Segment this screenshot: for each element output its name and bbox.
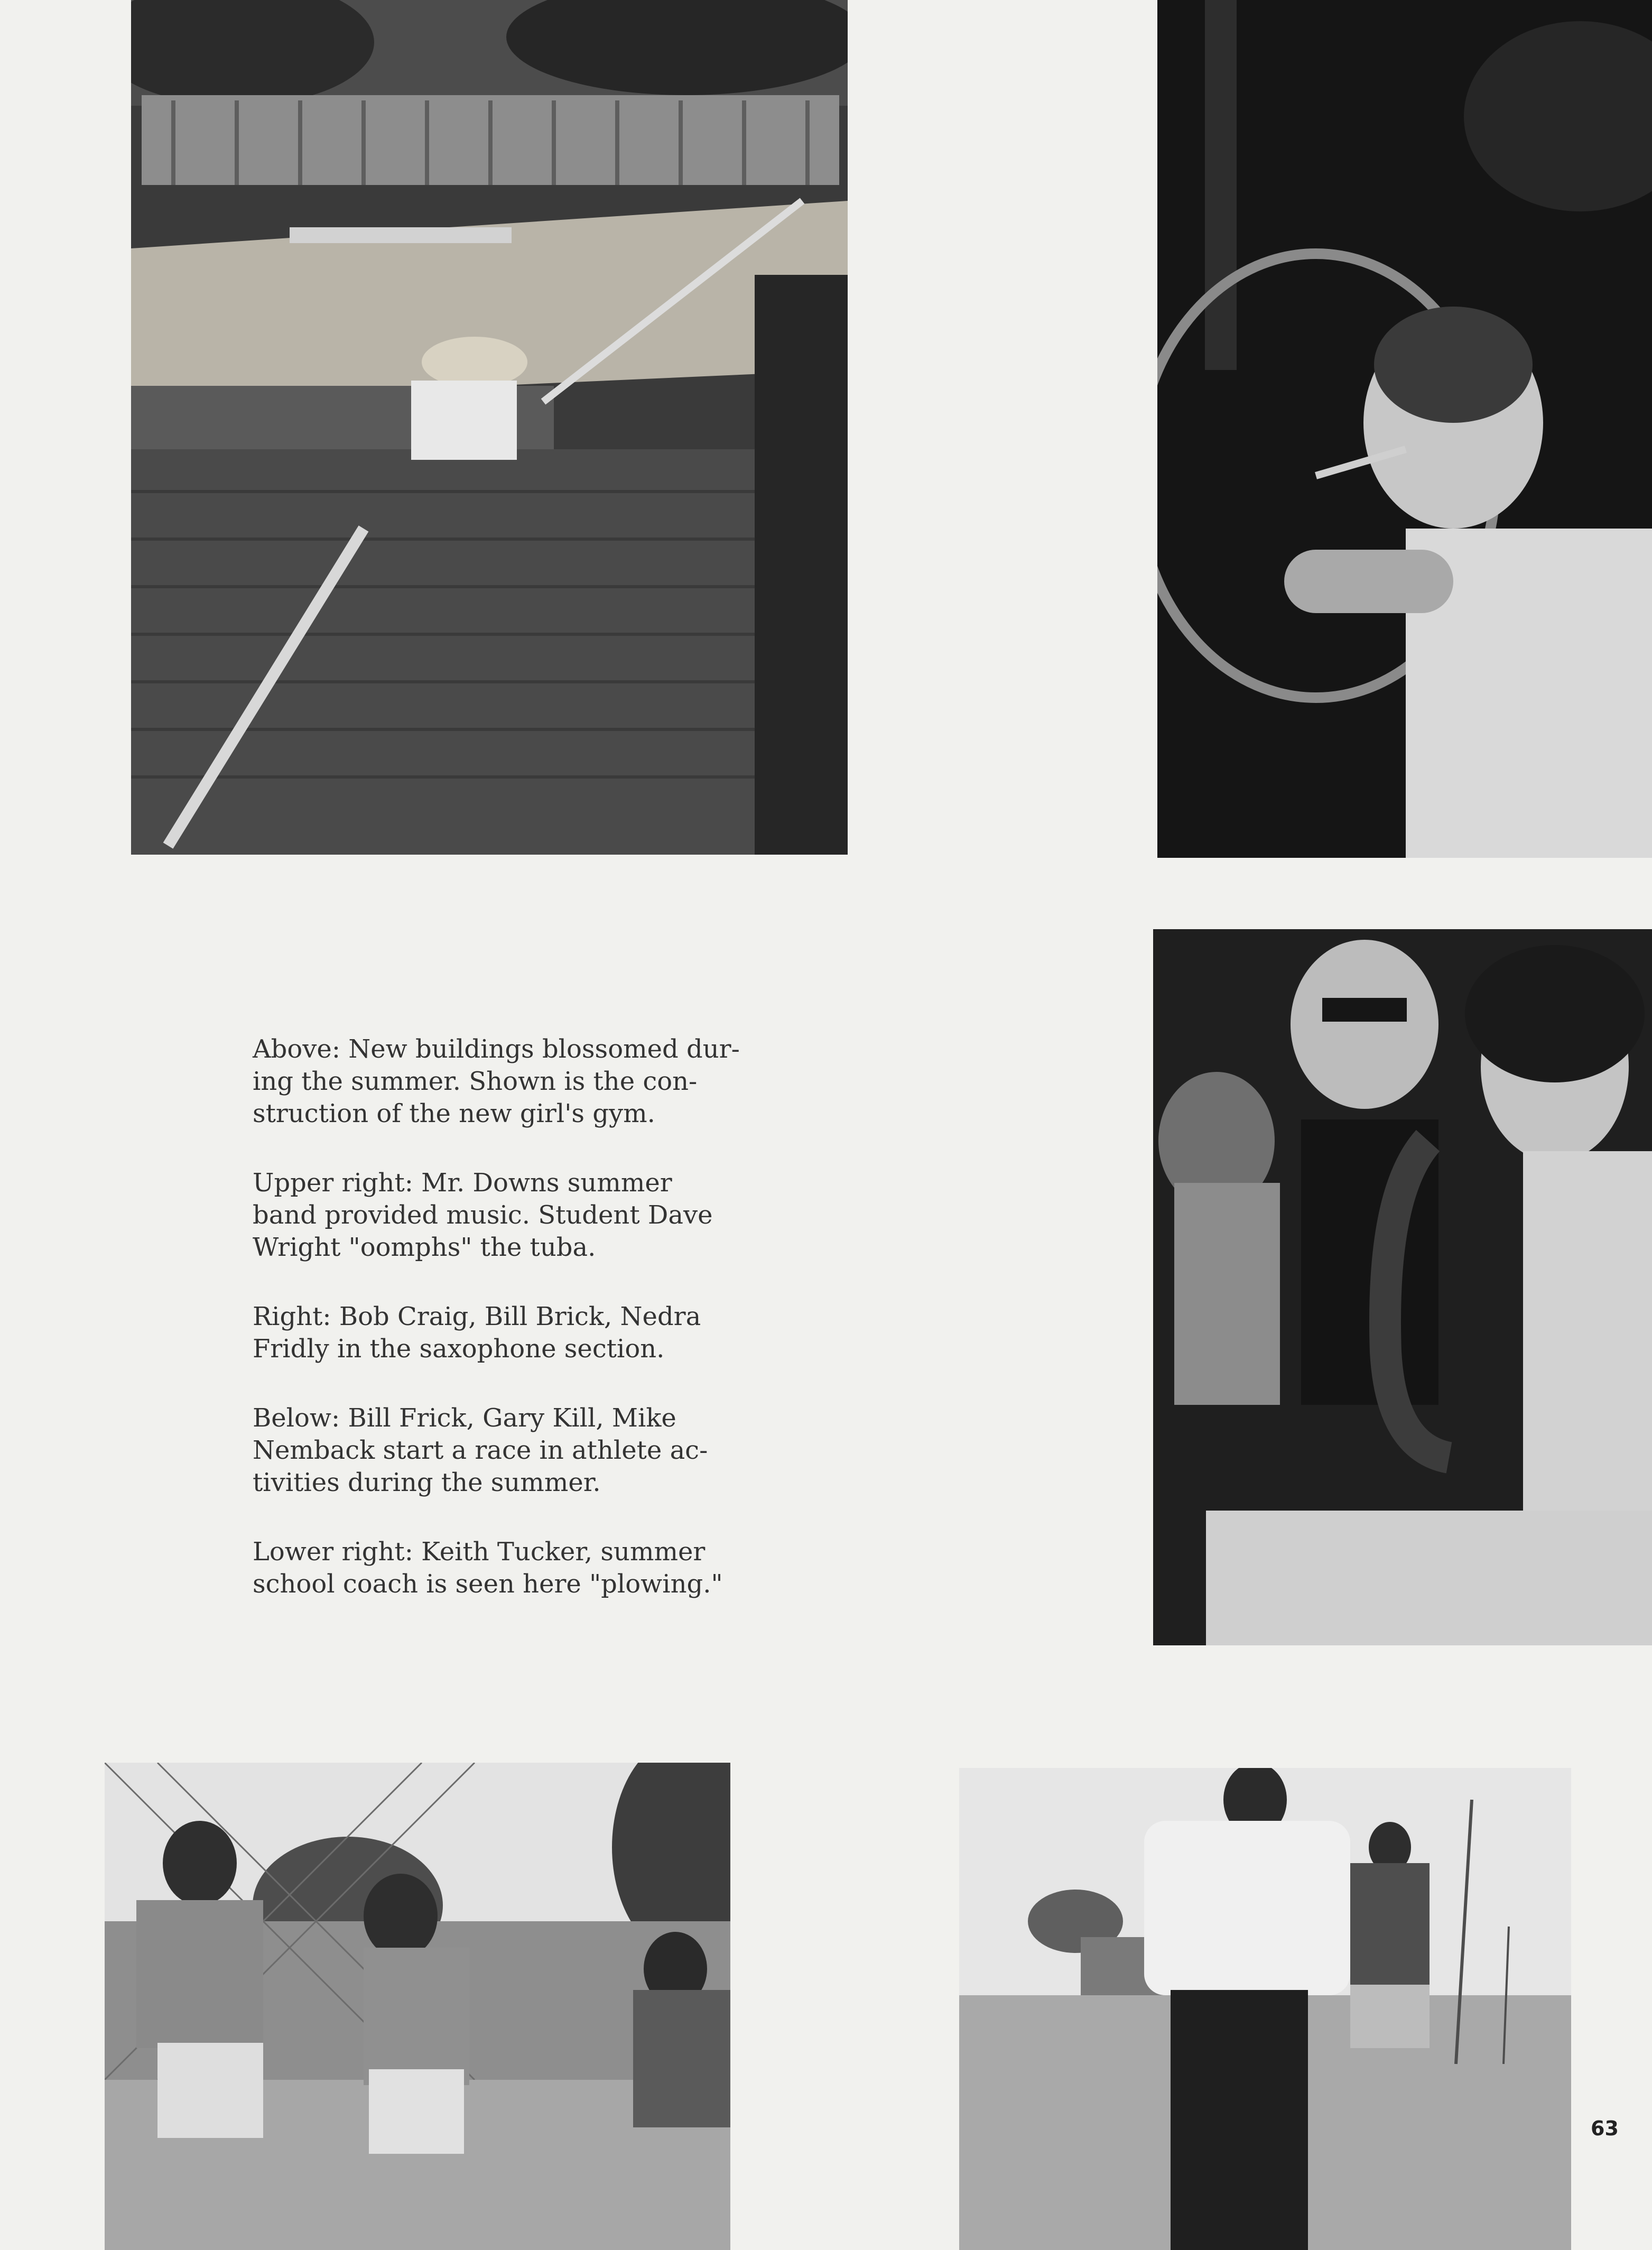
caption-upper-right [253,1167,760,1264]
caption-line: Fridly in the saxophone section. [253,1334,665,1364]
caption-line: Wright "oomphs" the tuba. [253,1233,596,1262]
saxophone-section-image [1153,929,1652,1645]
caption-above [253,1033,760,1130]
caption-lower-right [253,1536,760,1600]
tuba-player-image [1157,0,1652,858]
coach-plowing-photo [959,1768,1571,2250]
coach-plowing-image [959,1768,1571,2250]
caption-line: Right: Bob Craig, Bill Brick, Nedra [253,1302,701,1331]
caption-line: Lower right: Keith Tucker, summer [253,1537,706,1567]
page-number: 63 [1591,2117,1619,2140]
captions-block [253,1033,760,1637]
gym-construction-photo [131,0,848,855]
race-start-photo [105,1763,730,2250]
tuba-player-photo [1157,0,1652,858]
caption-line: tivities during the summer. [253,1468,601,1497]
caption-line: school coach is seen here "plowing." [253,1569,723,1599]
race-start-image [105,1763,730,2250]
caption-below [253,1402,760,1499]
caption-right [253,1301,760,1365]
caption-line: ing the summer. Shown is the con- [253,1067,698,1096]
caption-line: band provided music. Student Dave [253,1200,713,1230]
caption-line: Above: New buildings blossomed dur- [253,1034,740,1064]
saxophone-section-photo [1153,929,1652,1645]
caption-line: Upper right: Mr. Downs summer [253,1168,672,1198]
caption-line: struction of the new girl's gym. [253,1099,655,1128]
caption-line: Below: Bill Frick, Gary Kill, Mike [253,1403,676,1433]
caption-line: Nemback start a race in athlete ac- [253,1436,708,1465]
gym-construction-image [131,0,848,855]
